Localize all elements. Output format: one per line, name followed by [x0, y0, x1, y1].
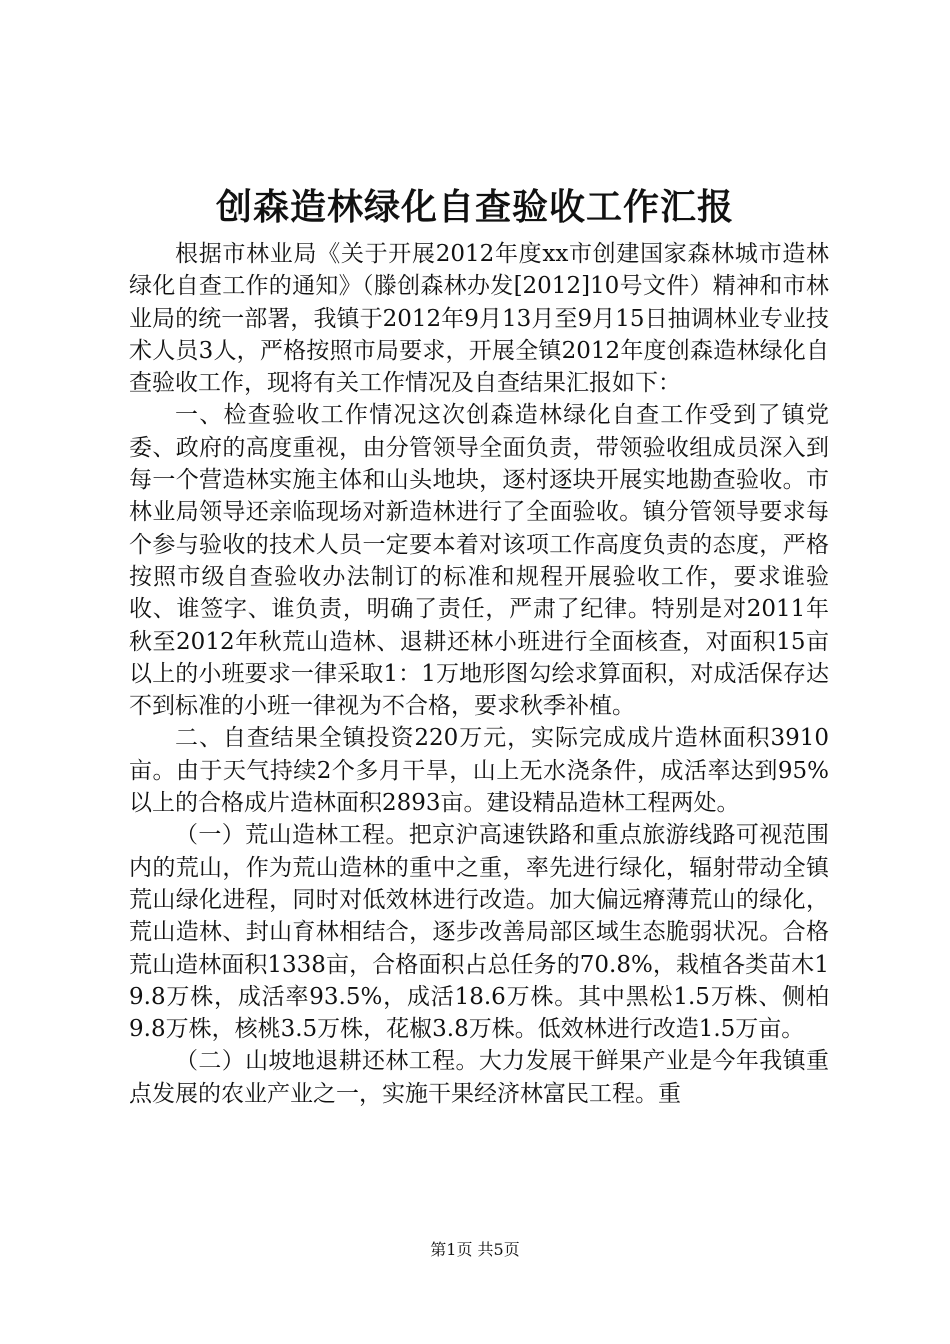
paragraph-inspection: 一、检查验收工作情况这次创森造林绿化自查工作受到了镇党委、政府的高度重视，由分管领导全面负责，带领验收组成员深入到每一个营造林实施主体和山头地块，逐村逐块开展实地勘查验收。市林业局领导还亲临现场对新造林进行了全面验收。镇分管领导要求每个参与验收的技术人员一定要本着对该项工作高度负责的态度，严格按照市级自查验收办法制订的标准和规程开展验收工作，要求谁验收、谁签字、谁负责，明确了责任，严肃了纪律。特别是对2011年秋至2012年秋荒山造林、退耕还林小班进行全面核查，对面积15亩以上的小班要求一律采取1：1万地形图勾绘求算面积，对成活保存达不到标准的小班一律视为不合格，要求秋季补植。 — [129, 402, 829, 720]
document-body — [129, 238, 829, 1110]
paragraph-intro: 根据市林业局《关于开展2012年度xx市创建国家森林城市造林绿化自查工作的通知》（滕创森林办发[2012]10号文件）精神和市林业局的统一部署，我镇于2012年9月13月至9月15日抽调林业专业技术人员3人，严格按照市局要求，开展全镇2012年度创森造林绿化自查验收工作，现将有关工作情况及自查结果汇报如下： — [129, 241, 829, 397]
paragraph-results: 二、自查结果全镇投资220万元，实际完成成片造林面积3910亩。由于天气持续2个多月干旱，山上无水浇条件，成活率达到95%以上的合格成片造林面积2893亩。建设精品造林工程两处。 — [129, 725, 829, 817]
paragraph-slope-land: （二）山坡地退耕还林工程。大力发展干鲜果产业是今年我镇重点发展的农业产业之一，实施干果经济林富民工程。重 — [129, 1048, 829, 1107]
document-title: 创森造林绿化自查验收工作汇报 — [215, 186, 734, 228]
paragraph-barren-mountain: （一）荒山造林工程。把京沪高速铁路和重点旅游线路可视范围内的荒山，作为荒山造林的重中之重，率先进行绿化，辐射带动全镇荒山绿化进程，同时对低效林进行改造。加大偏远瘠薄荒山的绿化，荒山造林、封山育林相结合，逐步改善局部区域生态脆弱状况。合格荒山造林面积1338亩，合格面积占总任务的70.8%，栽植各类苗木19.8万株，成活率93.5%，成活18.6万株。其中黑松1.5万株、侧柏9.8万株，核桃3.5万株，花椒3.8万株。低效林进行改造1.5万亩。 — [129, 822, 829, 1043]
page-footer: 第1页 共5页 — [430, 1240, 520, 1259]
